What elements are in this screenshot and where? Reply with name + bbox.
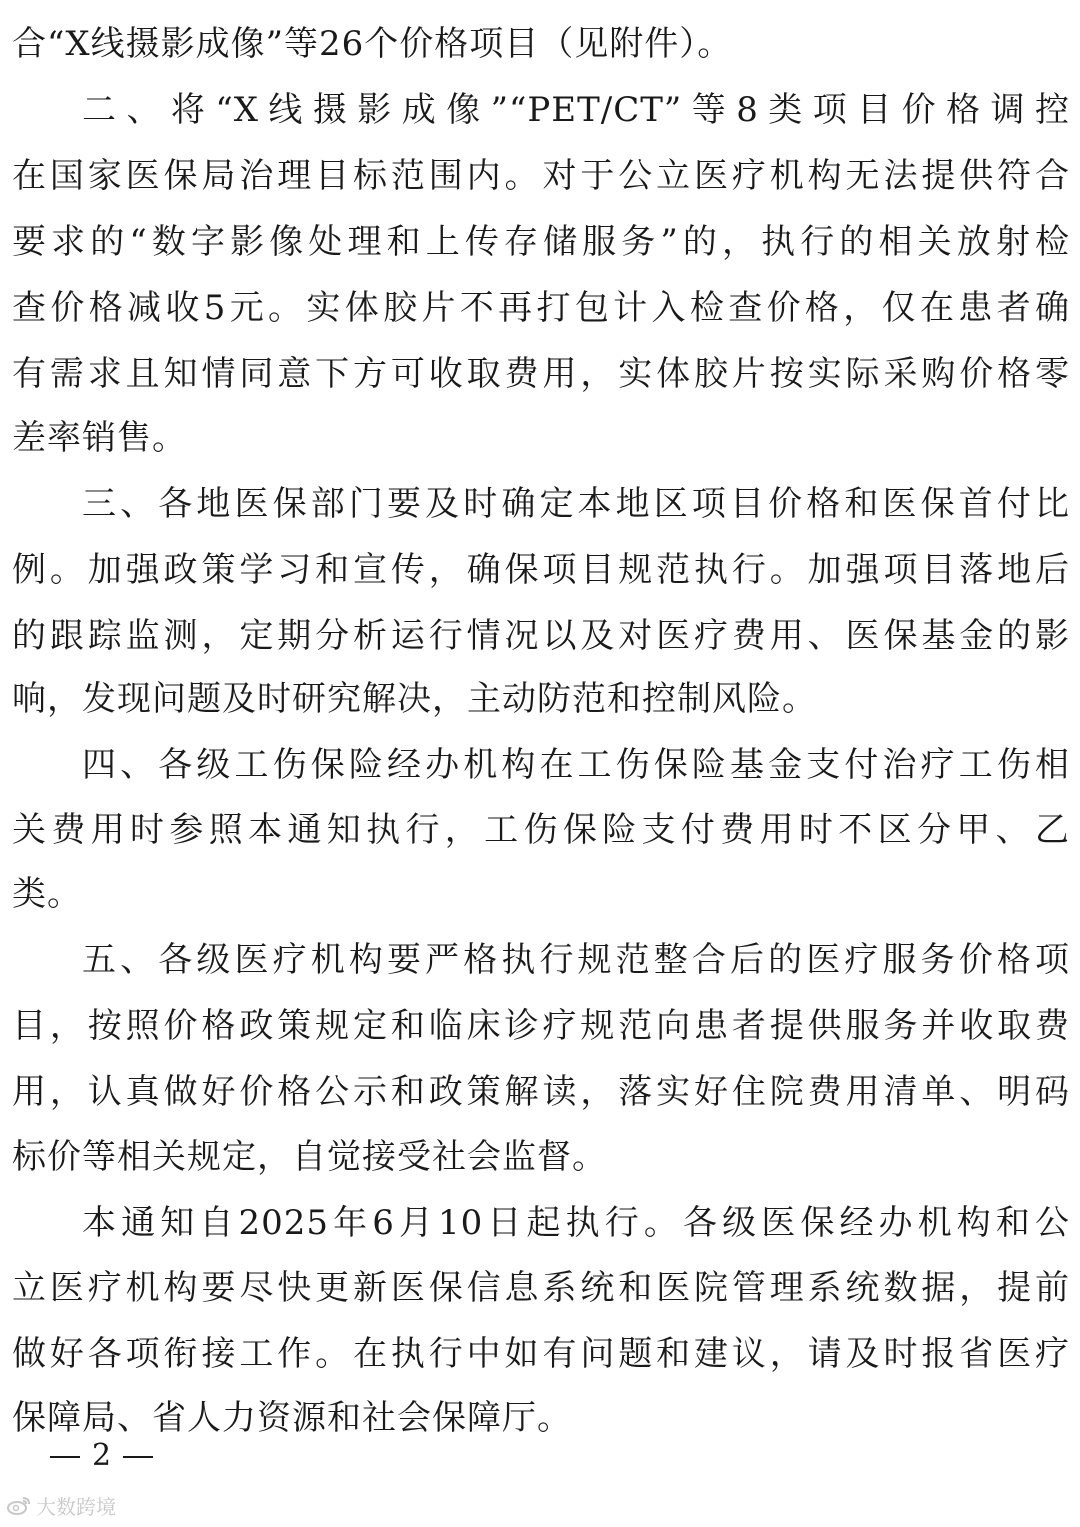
page-number: 2 <box>92 1438 112 1473</box>
text-line: 例。加强政策学习和宣传，确保项目规范执行。加强项目落地后 <box>12 550 1070 590</box>
text-line: 立医疗机构要尽快更新医保信息系统和医院管理系统数据，提前 <box>12 1268 1070 1308</box>
watermark <box>6 1490 116 1520</box>
text-line: 做好各项衔接工作。在执行中如有问题和建议，请及时报省医疗 <box>12 1334 1070 1374</box>
text-line: 要求的“数字影像处理和上传存储服务”的，执行的相关放射检 <box>12 222 1070 262</box>
text-line: 三、各地医保部门要及时确定本地区项目价格和医保首付比 <box>82 484 1070 524</box>
footer-dash-right <box>123 1456 153 1458</box>
text-line: 类。 <box>12 874 82 914</box>
text-line: 合“X线摄影成像”等26个价格项目（见附件）。 <box>12 24 733 64</box>
text-line: 的跟踪监测，定期分析运行情况以及对医疗费用、医保基金的影 <box>12 616 1070 656</box>
text-line: 查价格减收5元。实体胶片不再打包计入检查价格，仅在患者确 <box>12 288 1070 328</box>
text-line: 保障局、省人力资源和社会保障厅。 <box>12 1398 572 1438</box>
text-line: 关费用时参照本通知执行，工伤保险支付费用时不区分甲、乙 <box>12 810 1070 850</box>
page-footer <box>38 1436 165 1476</box>
weibo-icon <box>6 1494 32 1516</box>
text-line: 差率销售。 <box>12 418 187 458</box>
text-line: 五、各级医疗机构要严格执行规范整合后的医疗服务价格项 <box>82 940 1070 980</box>
text-line: 用，认真做好价格公示和政策解读，落实好住院费用清单、明码 <box>12 1072 1070 1112</box>
text-line: 本通知自2025年6月10日起执行。各级医保经办机构和公 <box>82 1203 1070 1243</box>
footer-dash-left <box>50 1456 80 1458</box>
text-line: 标价等相关规定，自觉接受社会监督。 <box>12 1137 607 1177</box>
text-line: 在国家医保局治理目标范围内。对于公立医疗机构无法提供符合 <box>12 156 1070 196</box>
text-line: 响，发现问题及时研究解决，主动防范和控制风险。 <box>12 679 817 719</box>
text-line: 四、各级工伤保险经办机构在工伤保险基金支付治疗工伤相 <box>82 745 1070 785</box>
watermark-text: 大数跨境 <box>36 1494 116 1519</box>
text-line: 目，按照价格政策规定和临床诊疗规范向患者提供服务并收取费 <box>12 1006 1070 1046</box>
text-line: 二、将“X线摄影成像”“PET/CT”等8类项目价格调控 <box>82 90 1070 130</box>
text-line: 有需求且知情同意下方可收取费用，实体胶片按实际采购价格零 <box>12 354 1070 394</box>
